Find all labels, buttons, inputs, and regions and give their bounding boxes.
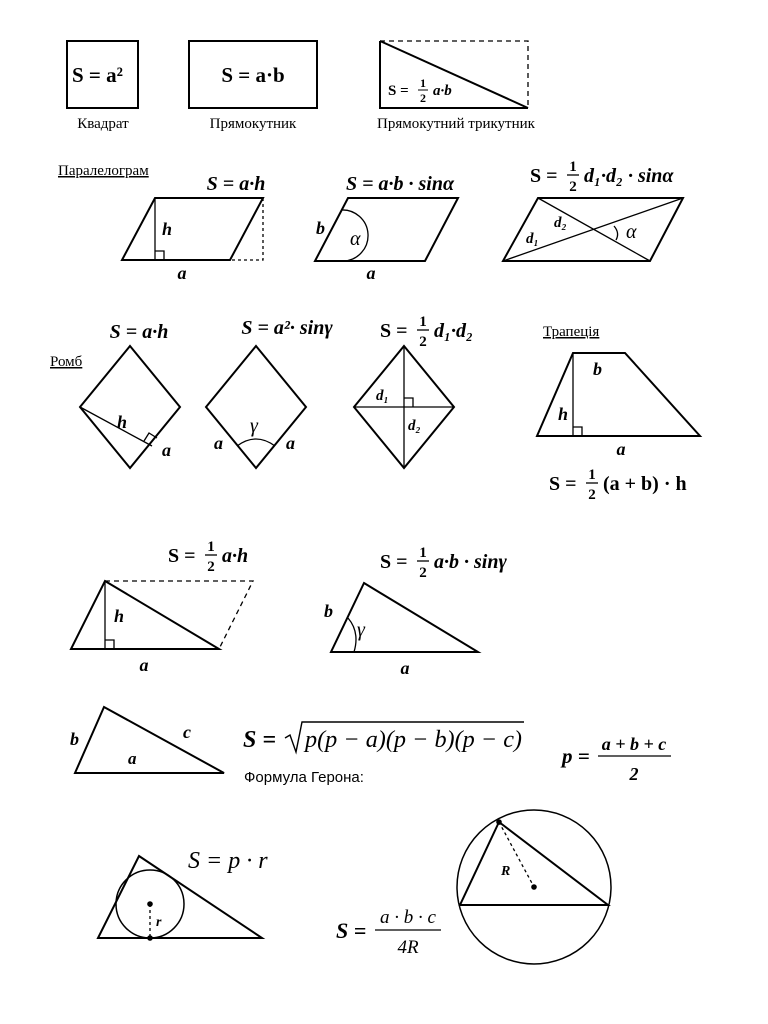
rhombus-gamma-label: γ bbox=[250, 415, 258, 437]
parallelogram-d2-label: d₂ bbox=[554, 215, 567, 231]
svg-text:S =: S = bbox=[549, 473, 577, 495]
svg-text:1: 1 bbox=[420, 76, 426, 90]
parallelogram-d1-label: d₁ bbox=[526, 231, 539, 247]
heron-formula-left: S = bbox=[243, 727, 277, 753]
rhombus-h-label: h bbox=[117, 412, 128, 432]
rhombus-title: Ромб bbox=[50, 354, 83, 370]
circumscribed-R-label: R bbox=[501, 864, 511, 879]
triangle-a2-label: a bbox=[400, 658, 410, 678]
rhombus-d1-label: d₁ bbox=[376, 388, 389, 404]
parallelogram-b-label: b bbox=[316, 218, 325, 238]
svg-text:p =: p = bbox=[562, 744, 590, 768]
rhombus-a-label: a bbox=[162, 440, 171, 460]
svg-text:2: 2 bbox=[629, 764, 639, 784]
svg-text:S =: S = bbox=[168, 545, 196, 567]
circumscribed-formula bbox=[336, 907, 437, 958]
svg-text:2: 2 bbox=[588, 487, 596, 503]
right-triangle-formula bbox=[388, 76, 452, 105]
svg-text:a · b · c: a · b · c bbox=[380, 907, 436, 928]
svg-text:S =: S = bbox=[336, 918, 367, 943]
svg-text:2: 2 bbox=[569, 179, 577, 195]
svg-text:S =: S = bbox=[530, 165, 558, 187]
right-triangle-label: Прямокутний трикутник bbox=[377, 116, 535, 132]
parallelogram-title: Паралелограм bbox=[58, 163, 149, 179]
svg-text:1: 1 bbox=[207, 539, 215, 555]
svg-text:a·b: a·b bbox=[433, 83, 452, 99]
svg-text:2: 2 bbox=[207, 559, 215, 575]
heron-triangle-shape bbox=[75, 707, 224, 773]
svg-text:a·h: a·h bbox=[222, 545, 249, 567]
trapezoid-h-label: h bbox=[558, 404, 569, 424]
parallelogram-a-label: a bbox=[177, 263, 187, 283]
rect-label: Прямокутник bbox=[209, 116, 297, 132]
svg-text:(a + b) · h: (a + b) · h bbox=[603, 473, 687, 495]
parallelogram-alpha-label: α bbox=[350, 228, 361, 250]
svg-text:S =: S = bbox=[380, 551, 408, 573]
triangle-a-label: a bbox=[139, 655, 149, 675]
heron-label: Формула Герона: bbox=[244, 769, 364, 786]
triangle-angle-formula bbox=[380, 545, 507, 581]
triangle-height-shape bbox=[71, 581, 253, 649]
svg-text:d₁·d₂: d₁·d₂ bbox=[434, 320, 473, 342]
parallelogram-formula-2: S = a·b · sinα bbox=[345, 173, 455, 195]
parallelogram-diagonals-shape bbox=[503, 198, 683, 261]
rhombus-a2-right-label: a bbox=[286, 433, 295, 453]
parallelogram-height-shape bbox=[122, 198, 263, 260]
trapezoid-a-label: a bbox=[616, 439, 626, 459]
parallelogram-formula-3 bbox=[530, 159, 674, 195]
rhombus-d2-label: d₂ bbox=[408, 418, 421, 434]
svg-text:4R: 4R bbox=[397, 937, 419, 958]
inscribed-formula: S = p · r bbox=[188, 848, 268, 874]
svg-text:1: 1 bbox=[419, 545, 427, 561]
trapezoid-b-label: b bbox=[593, 359, 602, 379]
rhombus-a2-left-label: a bbox=[214, 433, 223, 453]
svg-text:1: 1 bbox=[419, 314, 427, 330]
triangle-b-label: b bbox=[324, 601, 333, 621]
parallelogram-a2-label: a bbox=[366, 263, 376, 283]
parallelogram-angle-shape bbox=[315, 198, 458, 261]
trapezoid-title: Трапеція bbox=[543, 324, 600, 340]
svg-text:S =: S = bbox=[380, 320, 408, 342]
semiperimeter-formula bbox=[560, 734, 666, 784]
rhombus-formula-2: S = a²· sinγ bbox=[241, 317, 333, 339]
rhombus-formula-3 bbox=[380, 314, 473, 350]
parallelogram-h-label: h bbox=[162, 219, 173, 239]
rhombus-formula-1: S = a·h bbox=[109, 321, 169, 343]
inscribed-r-label: r bbox=[156, 915, 162, 930]
rect-formula: S = a·b bbox=[221, 63, 285, 87]
svg-text:a + b + c: a + b + c bbox=[601, 734, 667, 754]
parallelogram-alpha2-label: α bbox=[626, 221, 637, 243]
triangle-angle-shape bbox=[331, 583, 478, 652]
parallelogram-formula-1: S = a·h bbox=[206, 173, 266, 195]
svg-text:d₁·d₂ · sinα: d₁·d₂ · sinα bbox=[584, 165, 674, 187]
heron-formula-radicand: p(p − a)(p − b)(p − c) bbox=[302, 727, 522, 753]
rhombus-diagonals-shape bbox=[354, 346, 454, 468]
svg-text:1: 1 bbox=[569, 159, 577, 175]
svg-text:1: 1 bbox=[588, 467, 596, 483]
square-formula: S = a² bbox=[72, 63, 123, 87]
svg-text:2: 2 bbox=[419, 334, 427, 350]
svg-text:S =: S = bbox=[388, 83, 409, 99]
heron-a-label: a bbox=[128, 749, 137, 768]
trapezoid-formula bbox=[549, 467, 687, 503]
svg-text:a·b · sinγ: a·b · sinγ bbox=[434, 551, 507, 573]
triangle-h-label: h bbox=[114, 606, 125, 626]
svg-text:2: 2 bbox=[420, 91, 426, 105]
heron-c-label: c bbox=[183, 722, 191, 742]
square-label: Квадрат bbox=[77, 116, 129, 132]
triangle-gamma-label: γ bbox=[357, 619, 365, 641]
heron-b-label: b bbox=[70, 729, 79, 749]
triangle-height-formula bbox=[168, 539, 248, 575]
svg-text:2: 2 bbox=[419, 565, 427, 581]
